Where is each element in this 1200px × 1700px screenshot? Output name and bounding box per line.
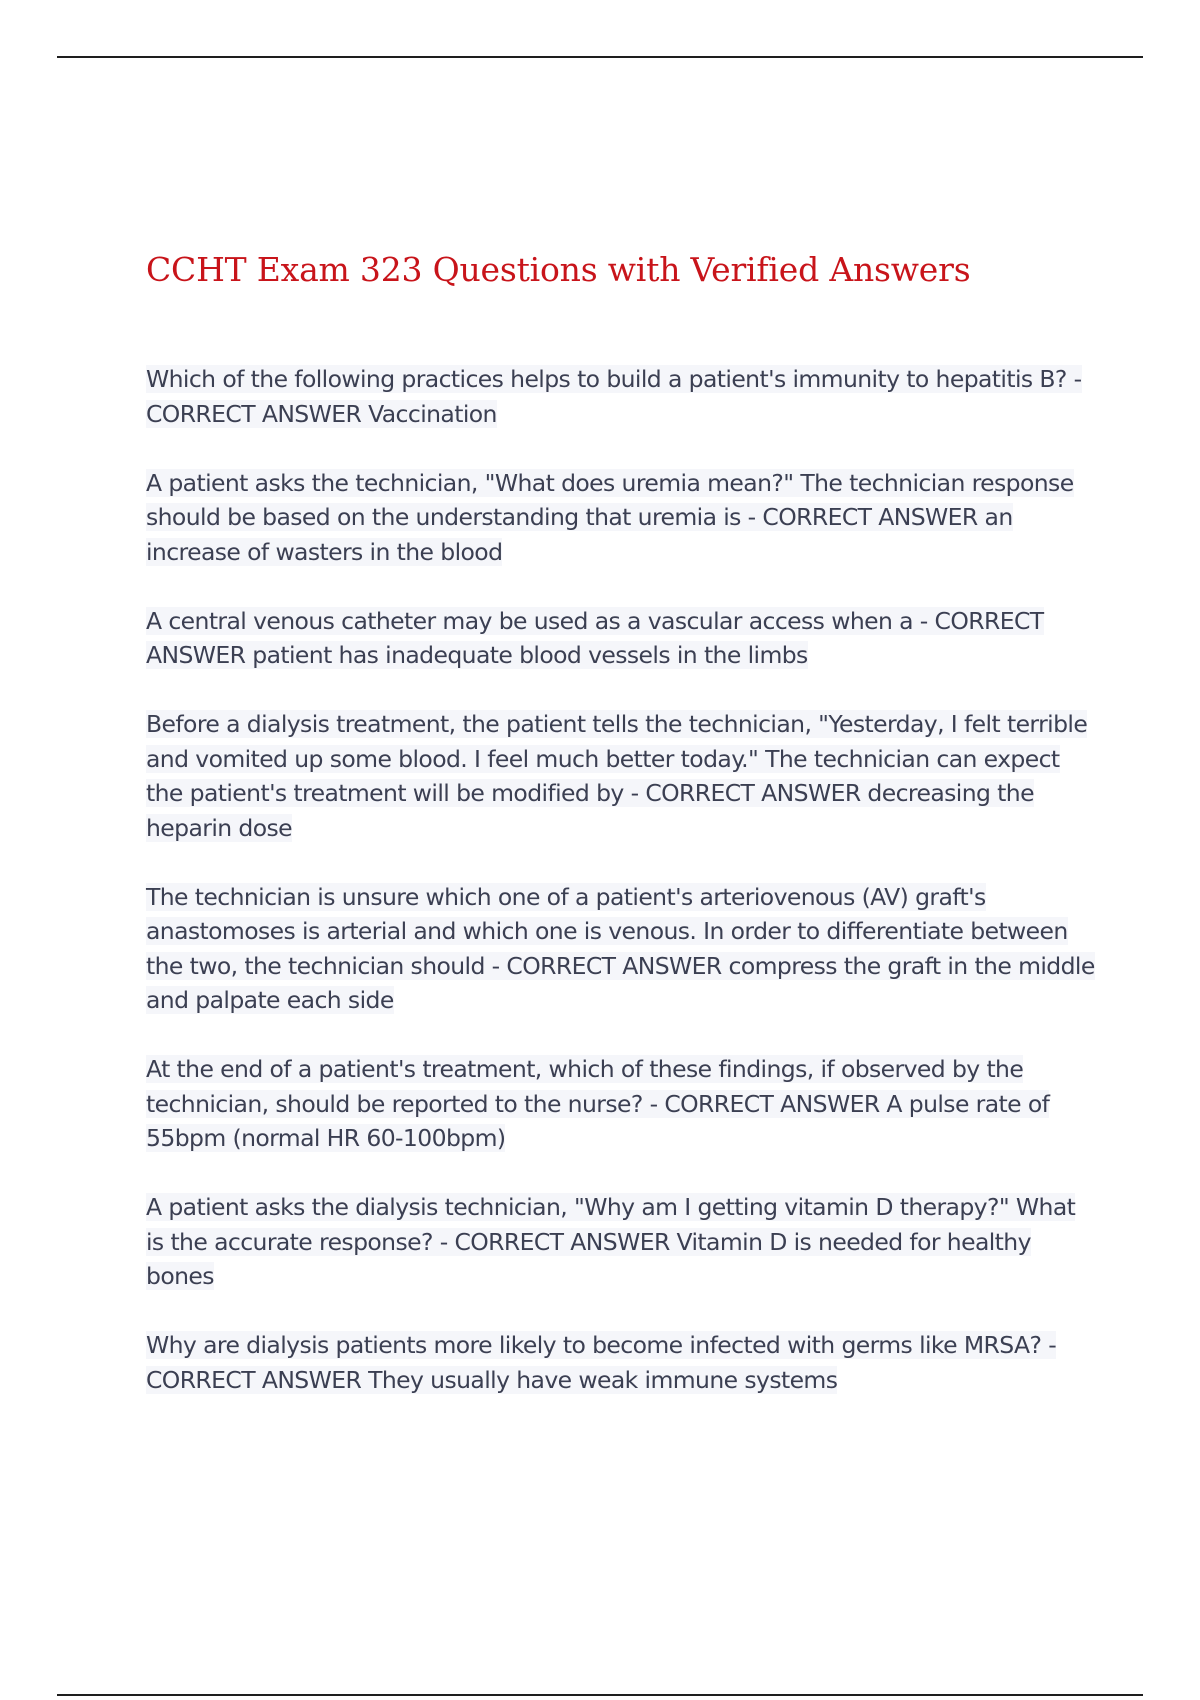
qa-item	[146, 1328, 1096, 1397]
footer-rule	[57, 1694, 1143, 1696]
qa-item	[146, 707, 1096, 845]
qa-item	[146, 880, 1096, 1018]
qa-text: Why are dialysis patients more likely to become infected with germs like MRSA? - CORRECT ANSWER They usually have weak immune systems	[146, 1331, 1057, 1394]
document-title: CCHT Exam 323 Questions with Verified Answers	[146, 250, 971, 289]
qa-item	[146, 466, 1096, 570]
qa-text: The technician is unsure which one of a patient's arteriovenous (AV) graft's anastomoses is arterial and which one is venous. In order to differentiate between the two, the technician should - CORRECT ANSWER compress the graft in the middle and palpate each side	[146, 882, 1095, 1014]
qa-text: Before a dialysis treatment, the patient tells the technician, "Yesterday, I felt terrible and vomited up some blood. I feel much better today." The technician can expect the patient's treatment will be modified by - CORRECT ANSWER decreasing the heparin dose	[146, 710, 1088, 842]
header-rule	[57, 56, 1143, 58]
qa-list	[146, 362, 1096, 1432]
qa-item	[146, 604, 1096, 673]
qa-item	[146, 362, 1096, 431]
qa-text: A central venous catheter may be used as a vascular access when a - CORRECT ANSWER patient has inadequate blood vessels in the limbs	[146, 606, 1044, 669]
qa-text: A patient asks the technician, "What does uremia mean?" The technician response should be based on the understanding that uremia is - CORRECT ANSWER an increase of wasters in the blood	[146, 468, 1074, 566]
qa-text: Which of the following practices helps to build a patient's immunity to hepatitis B? - CORRECT ANSWER Vaccination	[146, 365, 1082, 428]
qa-text: A patient asks the dialysis technician, "Why am I getting vitamin D therapy?" What is the accurate response? - CORRECT ANSWER Vitamin D is needed for healthy bones	[146, 1193, 1076, 1290]
qa-item	[146, 1052, 1096, 1156]
qa-text: At the end of a patient's treatment, which of these findings, if observed by the technician, should be reported to the nurse? - CORRECT ANSWER A pulse rate of 55bpm (normal HR 60-100bpm)	[146, 1055, 1050, 1152]
qa-item	[146, 1190, 1096, 1294]
